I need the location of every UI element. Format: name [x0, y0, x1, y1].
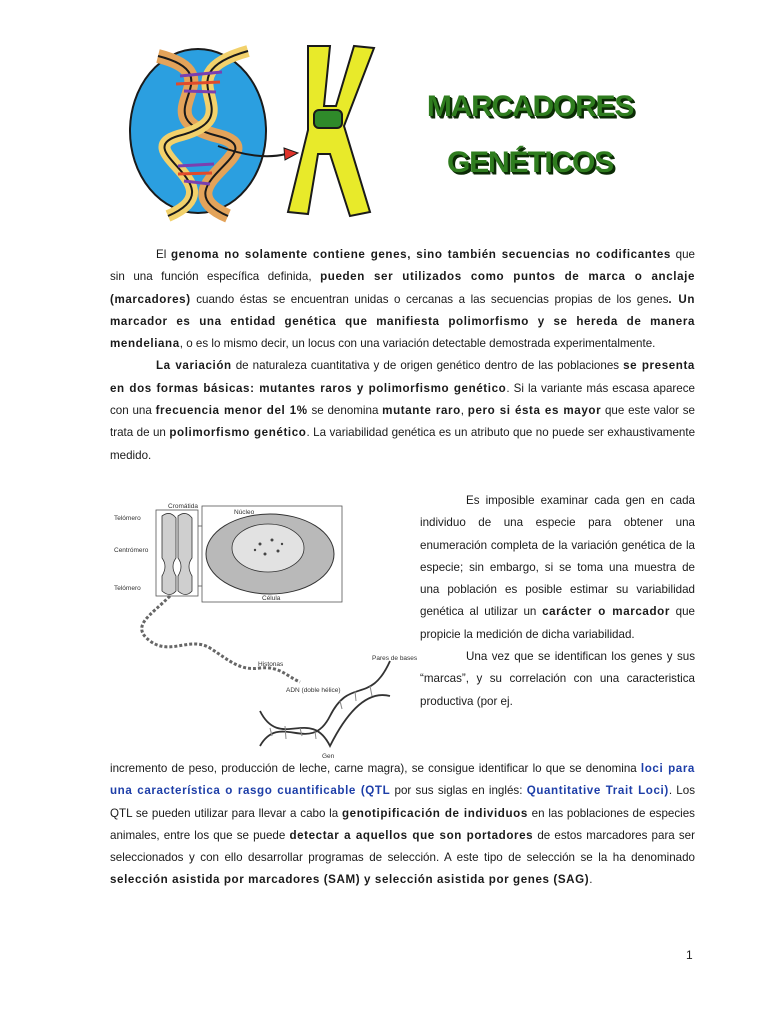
bold-run: detectar a aquellos que son portadores	[289, 828, 534, 842]
paragraph-marks-intro	[420, 646, 695, 713]
label-centromere: Centrómero	[114, 547, 149, 554]
paragraph-variation	[110, 355, 695, 466]
cell-diagram-icon	[110, 496, 418, 766]
text-run: .	[589, 873, 593, 887]
label-telomere-top: Telómero	[114, 515, 141, 522]
text-run: se denomina	[307, 404, 383, 418]
dna-chromosome-illustration	[118, 36, 378, 226]
text-run: de estos marcadores para ser seleccionados y con ello desarrollar programas de selección. A este tipo de selección se la ha denominado	[110, 828, 695, 865]
bold-run: polimorfismo genético	[169, 426, 307, 440]
label-histones: Histonas	[258, 661, 284, 668]
page-title-line-2: GENÉTICOS	[447, 146, 613, 179]
paragraph-sampling	[420, 490, 695, 646]
paragraph-genome	[110, 244, 695, 355]
bold-run: genotipificación de individuos	[341, 806, 528, 820]
bold-run: . Un marcador es una entidad genética que manifiesta polimorfismo y se hereda de manera mendeliana	[110, 292, 695, 351]
bold-run: pueden ser utilizados como puntos de marca o anclaje (marcadores)	[110, 270, 695, 306]
text-run: que propicie la medición de dicha variabilidad.	[420, 605, 695, 641]
chromosome-cell-dna-figure	[110, 496, 418, 766]
paragraph-qtl	[110, 758, 695, 892]
qtl-english-term: Quantitative Trait Loci)	[526, 784, 669, 798]
label-cell: Célula	[262, 595, 281, 602]
qtl-definition-link: loci para una característica o rasgo cuantificable (QTL	[110, 762, 695, 798]
text-run: Es imposible examinar cada gen en cada individuo de una especie para obtener una enumeración completa de la variación genética de la especie; sin embargo, si se toma una muestra de una población es posible estimar su variabilidad genética al utilizar un	[420, 494, 695, 619]
text-run: que sin una función específica definida,	[110, 248, 695, 284]
text-run: . Si la variante más escasa aparece con una	[110, 381, 695, 418]
label-chromatid: Cromátida	[168, 503, 198, 510]
qtl-paragraph-block	[110, 758, 695, 892]
text-run: El	[156, 248, 171, 261]
text-run: ,	[460, 404, 468, 418]
label-base-pairs: Pares de bases	[372, 655, 418, 662]
bold-run: selección asistida por marcadores (SAM) y selección asistida por genes (SAG)	[110, 873, 590, 887]
text-run: que este valor se trata de un	[110, 404, 695, 440]
text-run: de naturaleza cuantitativa y de origen genético dentro de las poblaciones	[231, 359, 624, 373]
bold-run: frecuencia menor del 1%	[155, 404, 308, 418]
bold-run: genoma no solamente contiene genes, sino también secuencias no codificantes	[170, 248, 671, 261]
label-nucleus: Núcleo	[234, 509, 255, 516]
bold-run: se presenta en dos formas básicas: mutantes raros y polimorfismo genético	[110, 359, 695, 395]
bold-run: La variación	[156, 359, 232, 373]
text-run: cuando éstas se encuentran unidas o cercanas a las secuencias propias de los genes	[190, 292, 669, 306]
intro-paragraphs	[110, 244, 695, 467]
page-title-line-1: MARCADORES	[426, 90, 634, 123]
page-number: 1	[686, 948, 693, 962]
right-column-text	[420, 490, 695, 713]
text-run: , o es lo mismo decir, un locus con una variación detectable demostrada experimentalmente.	[179, 337, 656, 351]
bold-run: pero si ésta es mayor	[467, 404, 602, 418]
bold-run: carácter o marcador	[542, 605, 670, 619]
text-run: . La variabilidad genética es un atributo que no puede ser exhaustivamente medido.	[110, 426, 696, 462]
text-run: Una vez que se identifican los genes y sus “marcas”, y su correlación con una caracteristica productiva (por ej.	[420, 650, 695, 708]
text-run: por sus siglas en inglés:	[390, 784, 527, 798]
dna-helix-icon	[118, 36, 378, 226]
text-run: en las poblaciones de especies animales, entre los que se puede	[110, 806, 695, 842]
label-telomere-bottom: Telómero	[114, 585, 141, 592]
label-gene: Gen	[322, 753, 335, 760]
bold-run: mutante raro	[382, 404, 461, 418]
text-run: . Los QTL se pueden utilizar para llevar a cabo la	[110, 784, 695, 820]
text-run: incremento de peso, producción de leche, carne magra), se consigue identificar lo que se denomina	[110, 762, 641, 775]
label-dna-double-helix: ADN (doble hélice)	[286, 687, 341, 694]
